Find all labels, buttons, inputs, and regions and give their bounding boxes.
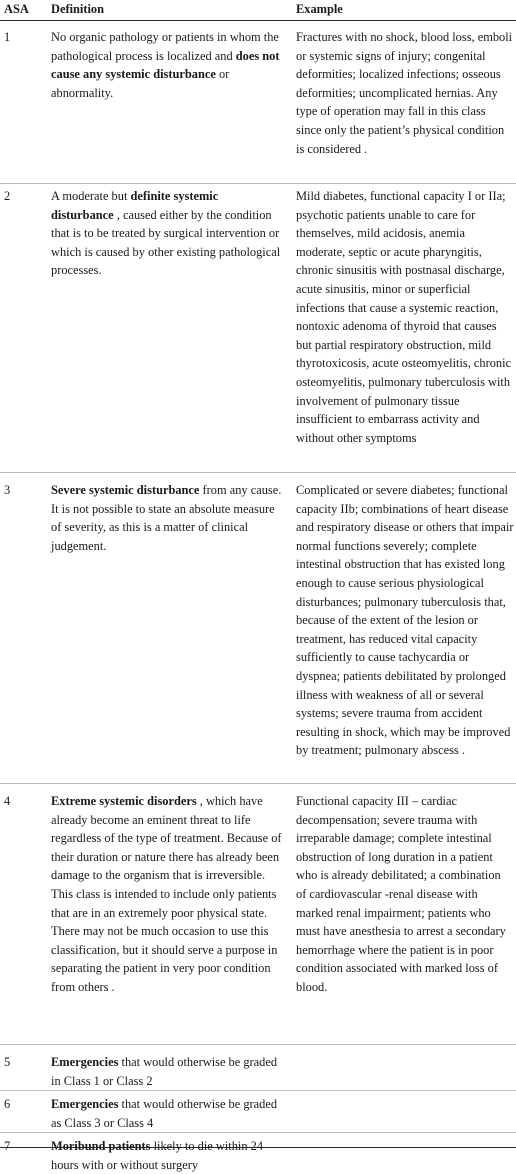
definition-bold-term: definite systemic disturbance	[51, 189, 219, 222]
definition-cell	[51, 1095, 283, 1132]
definition-text: that would otherwise be graded as Class 3 or Class 4	[51, 1097, 278, 1130]
definition-cell	[51, 187, 283, 280]
definition-cell	[51, 1053, 283, 1090]
example-cell: Functional capacity III – cardiac decompensation; severe trauma with irreparable damage; complete intestinal obstruction of long duration in a patient who is already debilitated; a combination of cardiovascular -renal disease with marked renal impairment; patients who must have anesthesia to arrest a secondary hemorrhage where the patient is in poor condition associated with marked loss of blood.	[296, 794, 506, 994]
table-header	[0, 0, 516, 21]
asa-class-number: 7	[4, 1139, 11, 1153]
definition-text: A moderate but	[51, 189, 131, 203]
definition-cell	[51, 792, 283, 997]
table-row	[0, 1137, 516, 1172]
header-asa: ASA	[4, 2, 29, 16]
table-row	[0, 28, 516, 184]
definition-cell	[51, 28, 283, 102]
definition-bold-term: does not cause any systemic disturbance	[51, 48, 280, 82]
definition-cell	[51, 1137, 283, 1174]
definition-text: , which have already become an eminent threat to life regardless of the type of treatment. Because of their duration or nature there has already been damage to the organism that is irreversible. This class is intended to include only patients that are in an extremely poor physical state. There may not be much occasion to use this classification, but it should serve a purpose in separating the patient in very poor condition from others .	[51, 794, 282, 994]
table-row	[0, 1095, 516, 1133]
asa-class-number: 2	[4, 189, 11, 203]
definition-bold-term: Moribund patients	[51, 1139, 151, 1153]
definition-bold-term: Severe systemic disturbance	[51, 483, 200, 497]
asa-class-number: 6	[4, 1097, 11, 1111]
asa-class-number: 3	[4, 483, 11, 497]
example-cell: Fractures with no shock, blood loss, emboli or systemic signs of injury; congenital deformities; localized infections; osseous deformities; uncomplicated hernias. Any type of operation may fall in this class since only the patient’s physical condition is considered .	[296, 30, 513, 156]
definition-bold-term: Emergencies	[51, 1055, 119, 1069]
asa-class-number: 1	[4, 30, 11, 44]
table-row	[0, 1053, 516, 1091]
header-example: Example	[296, 2, 343, 16]
definition-text: or abnormality.	[51, 67, 230, 100]
definition-text: , caused either by the condition that is to be treated by surgical intervention or which is caused by other existing pathological processes.	[51, 207, 281, 278]
definition-text: likely to die within 24 hours with or without surgery	[51, 1139, 264, 1172]
asa-class-number: 5	[4, 1055, 11, 1069]
example-cell: Mild diabetes, functional capacity I or IIa; psychotic patients unable to care for themselves, mild acidosis, anemia moderate, septic or acute pharyngitis, chronic sinusitis with postnasal discharge, acute sinusitis, minor or superficial infections that cause a systemic reaction, nontoxic adenoma of thyroid that causes but partial respiratory obstruction, mild thyrotoxicosis, acute osteomyelitis, chronic osteomyelitis, pulmonary tuberculosis with involvement of pulmonary tissue insufficient to embarrass activity and without other symptoms	[296, 189, 512, 445]
definition-cell	[51, 481, 283, 555]
definition-bold-term: Extreme systemic disorders	[51, 794, 197, 808]
definition-text: from any cause. It is not possible to state an absolute measure of severity, as this is a matter of clinical judgement.	[51, 483, 282, 553]
header-definition: Definition	[51, 2, 105, 16]
asa-class-number: 4	[4, 794, 11, 808]
example-cell: Complicated or severe diabetes; functional capacity IIb; combinations of heart disease and respiratory disease or others that impair normal functions severely; complete intestinal obstruction that has existed long enough to cause serious physiological disturbances; pulmonary tuberculosis that, because of the extent of the lesion or treatment, has reduced vital capacity sufficiently to cause tachycardia or dyspnea; patients debilitated by prolonged illness with weakness of all or several systems; severe trauma from accident resulting in shock, which may be improved by treatment; pulmonary abscess .	[296, 483, 514, 758]
table-row	[0, 187, 516, 473]
definition-text: that would otherwise be graded in Class 1 or Class 2	[51, 1055, 278, 1088]
table-row	[0, 481, 516, 784]
definition-text: No organic pathology or patients in whom the pathological process is localized and	[51, 30, 279, 63]
table-row	[0, 792, 516, 1045]
definition-bold-term: Emergencies	[51, 1097, 119, 1111]
